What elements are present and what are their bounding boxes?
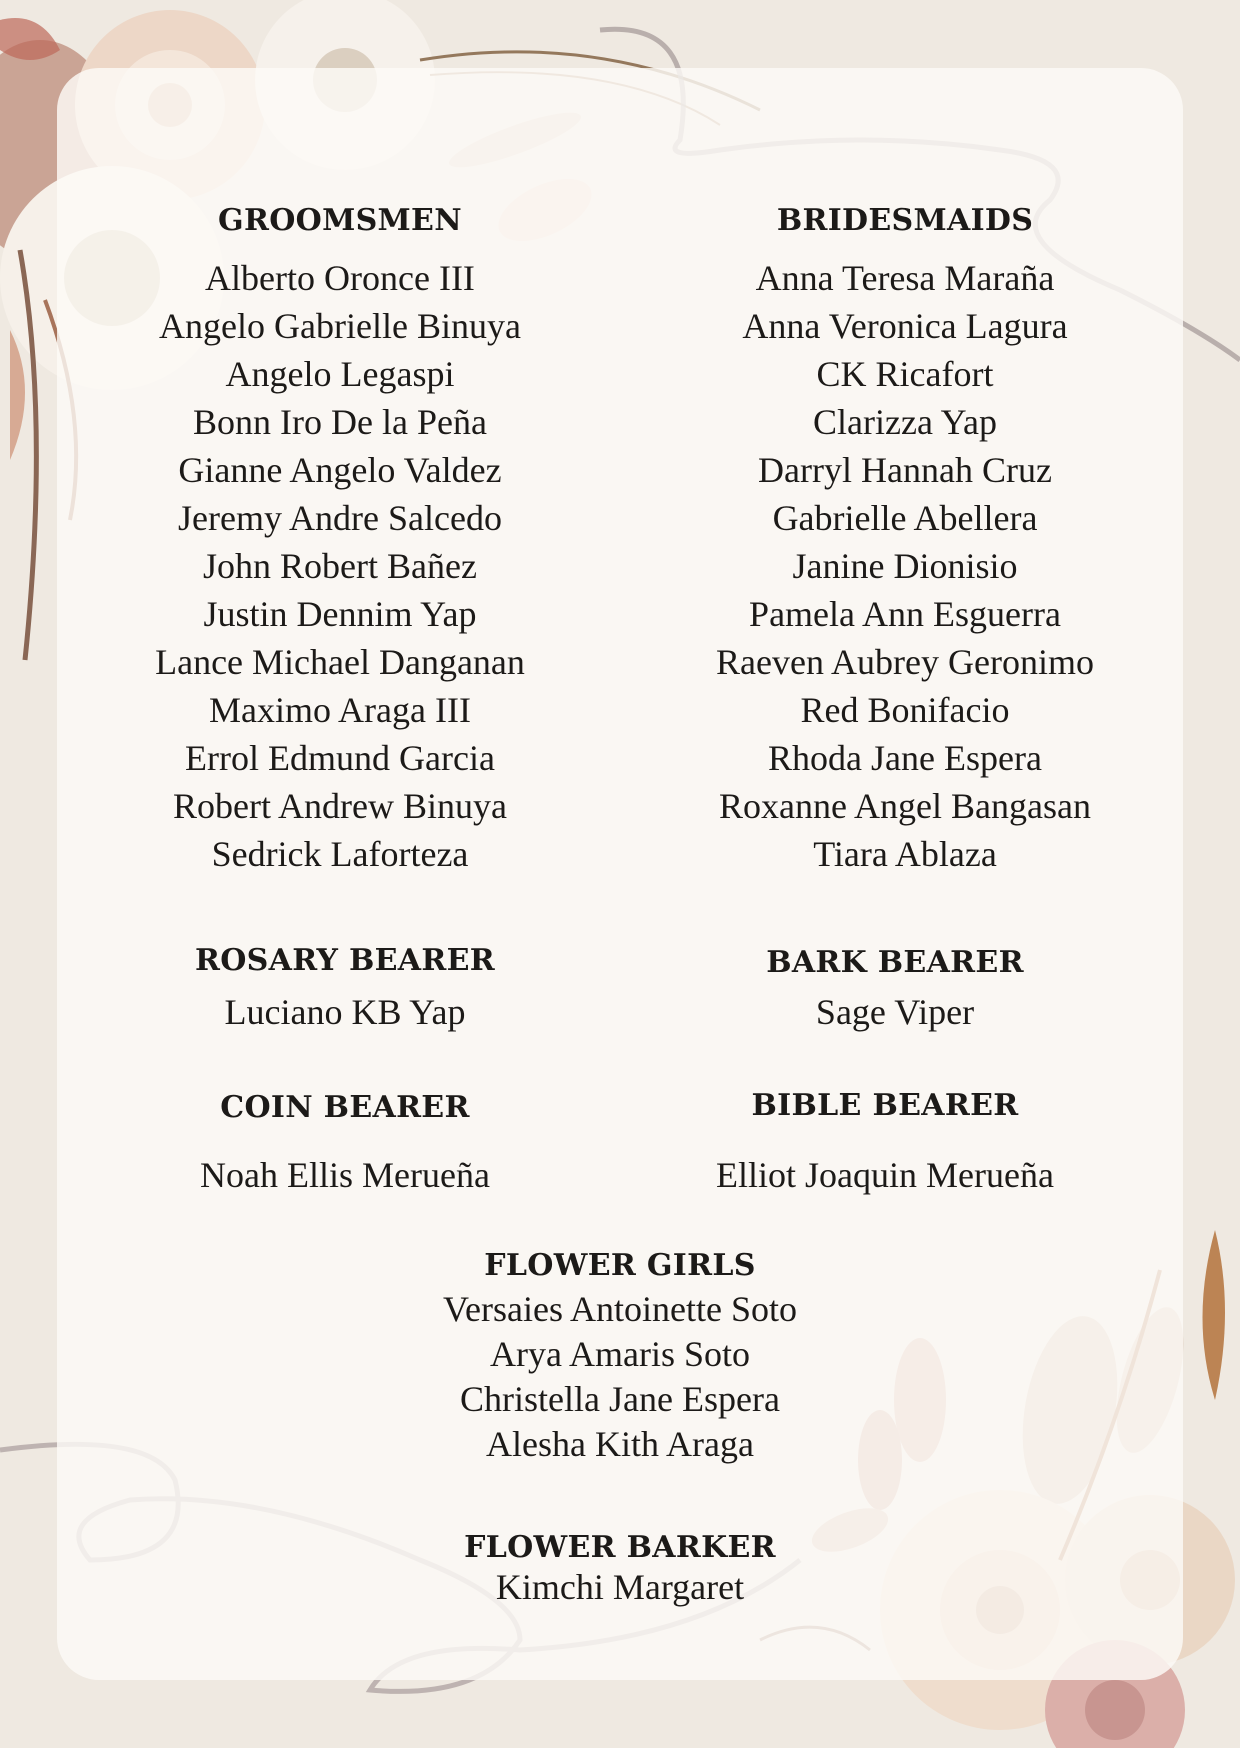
list-item: Gabrielle Abellera xyxy=(772,498,1038,538)
rosary-bearer-list xyxy=(170,990,520,1034)
list-item: Rhoda Jane Espera xyxy=(768,738,1042,778)
coin-bearer-heading: COIN BEARER xyxy=(220,1090,470,1125)
bible-bearer-heading: BIBLE BEARER xyxy=(751,1088,1019,1123)
list-item: Christella Jane Espera xyxy=(460,1379,780,1419)
list-item: Red Bonifacio xyxy=(800,690,1010,730)
groomsmen-heading: GROOMSMEN xyxy=(218,203,462,238)
list-item: Bonn Iro De la Peña xyxy=(193,402,487,442)
list-item: Jeremy Andre Salcedo xyxy=(178,498,502,538)
list-item: Elliot Joaquin Merueña xyxy=(716,1155,1054,1195)
list-item: Tiara Ablaza xyxy=(813,834,997,874)
bark-bearer-heading: BARK BEARER xyxy=(766,945,1024,980)
list-item: Justin Dennim Yap xyxy=(203,594,477,634)
list-item: Sedrick Laforteza xyxy=(211,834,469,874)
flower-barker-heading: FLOWER BARKER xyxy=(464,1530,776,1565)
bridesmaids-list xyxy=(700,254,1110,878)
groomsmen-list xyxy=(150,254,530,878)
flower-girls-heading: FLOWER GIRLS xyxy=(484,1248,756,1283)
flower-girls-section xyxy=(395,1248,845,1467)
rosary-bearer-heading: ROSARY BEARER xyxy=(194,943,495,978)
list-item: Angelo Legaspi xyxy=(225,354,455,394)
list-item: Janine Dionisio xyxy=(792,546,1018,586)
list-item: Maximo Araga III xyxy=(209,690,471,730)
list-item: Angelo Gabrielle Binuya xyxy=(159,306,521,346)
flower-barker-list xyxy=(420,1565,820,1609)
list-item: Gianne Angelo Valdez xyxy=(178,450,502,490)
list-item: Roxanne Angel Bangasan xyxy=(719,786,1091,826)
list-item: Sage Viper xyxy=(815,992,975,1032)
coin-bearer-section xyxy=(170,1090,520,1197)
list-item: Darryl Hannah Cruz xyxy=(758,450,1052,490)
list-item: Anna Teresa Maraña xyxy=(755,258,1055,298)
list-item: Pamela Ann Esguerra xyxy=(749,594,1061,634)
list-item: Lance Michael Danganan xyxy=(155,642,525,682)
list-item: Anna Veronica Lagura xyxy=(742,306,1068,346)
list-item: Alberto Oronce III xyxy=(205,258,475,298)
flower-barker-section xyxy=(420,1530,820,1609)
list-item: Kimchi Margaret xyxy=(495,1567,745,1607)
flower-girls-list xyxy=(395,1287,845,1467)
bible-bearer-section xyxy=(700,1088,1070,1197)
bridesmaids-heading: BRIDESMAIDS xyxy=(776,203,1034,238)
list-item: Errol Edmund Garcia xyxy=(185,738,495,778)
bible-bearer-list xyxy=(700,1153,1070,1197)
rosary-bearer-section xyxy=(170,943,520,1034)
list-item: Luciano KB Yap xyxy=(224,992,466,1032)
list-item: Alesha Kith Araga xyxy=(486,1424,754,1464)
list-item: Clarizza Yap xyxy=(813,402,997,442)
list-item: Versaies Antoinette Soto xyxy=(443,1289,797,1329)
bridesmaids-section xyxy=(700,203,1110,878)
list-item: John Robert Bañez xyxy=(203,546,477,586)
list-item: Robert Andrew Binuya xyxy=(173,786,507,826)
list-item: CK Ricafort xyxy=(816,354,994,394)
list-item: Raeven Aubrey Geronimo xyxy=(716,642,1094,682)
bark-bearer-section xyxy=(730,945,1060,1034)
list-item: Arya Amaris Soto xyxy=(490,1334,750,1374)
bark-bearer-list xyxy=(730,990,1060,1034)
groomsmen-section xyxy=(150,203,530,878)
list-item: Noah Ellis Merueña xyxy=(200,1155,490,1195)
coin-bearer-list xyxy=(170,1153,520,1197)
